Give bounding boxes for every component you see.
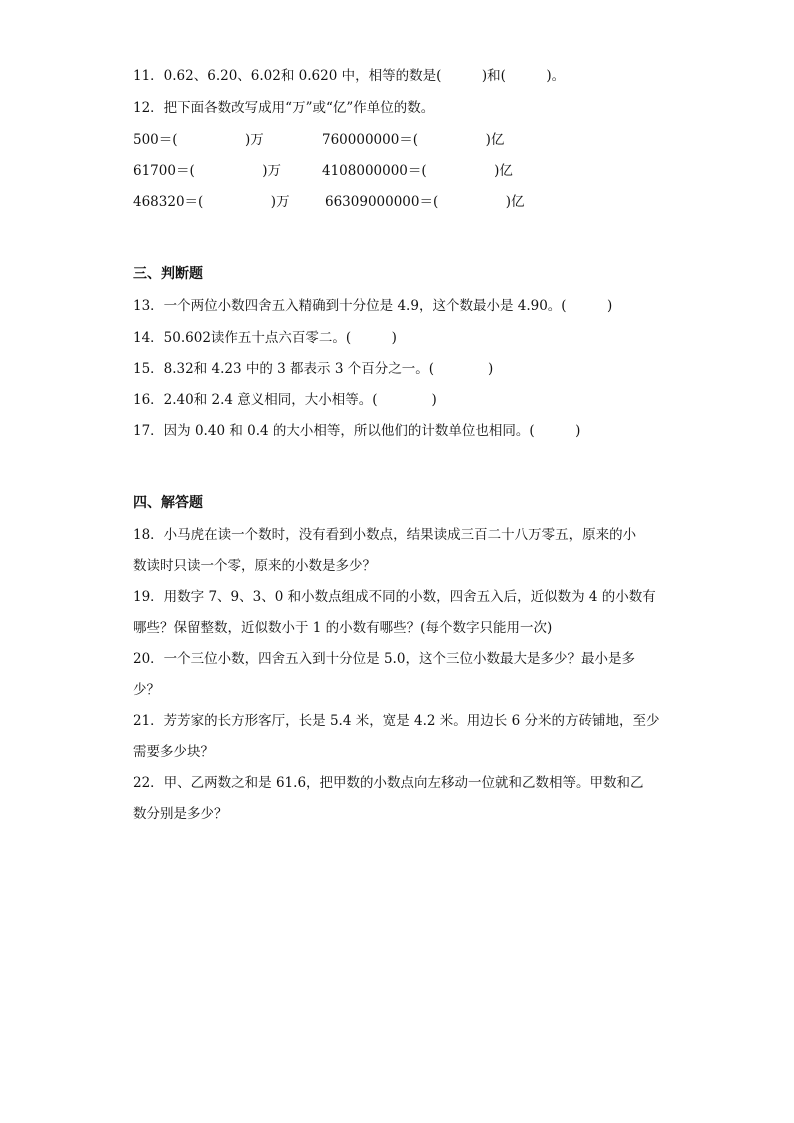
question-20-line-2: 少？	[133, 682, 160, 698]
conversion-right-1: 760000000＝( )亿	[322, 132, 505, 148]
section-3-title: 三、判断题	[133, 266, 203, 282]
question-19-line-2: 哪些？保留整数，近似数小于 1 的小数有哪些？(每个数字只能用一次)	[133, 620, 553, 636]
question-12: 12．把下面各数改写成用“万”或“亿”作单位的数。	[133, 100, 435, 116]
question-22-line-2: 数分别是多少？	[133, 806, 228, 822]
question-18-line-2: 数读时只读一个零，原来的小数是多少？	[133, 558, 376, 574]
question-20-line-1: 20．一个三位小数，四舍五入到十分位是 5.0，这个三位小数最大是多少？最小是多	[133, 651, 635, 667]
conversion-left-2: 61700＝( )万	[133, 163, 281, 179]
question-15: 15．8.32和 4.23 中的 3 都表示 3 个百分之一。( )	[133, 361, 494, 377]
question-22-line-1: 22．甲、乙两数之和是 61.6，把甲数的小数点向左移动一位就和乙数相等。甲数和乙	[133, 775, 644, 791]
conversion-left-1: 500＝( )万	[133, 132, 264, 148]
conversion-right-2: 4108000000＝( )亿	[322, 163, 513, 179]
question-19-line-1: 19．用数字 7、9、3、0 和小数点组成不同的小数，四舍五入后，近似数为 4 的小数有	[133, 589, 656, 605]
question-17: 17．因为 0.40 和 0.4 的大小相等，所以他们的计数单位也相同。( )	[133, 423, 581, 439]
section-4-title: 四、解答题	[133, 495, 203, 511]
conversion-right-3: 66309000000＝( )亿	[325, 194, 525, 210]
question-21-line-2: 需要多少块？	[133, 744, 214, 760]
question-16: 16．2.40和 2.4 意义相同，大小相等。( )	[133, 392, 437, 408]
question-13: 13．一个两位小数四舍五入精确到十分位是 4.9，这个数最小是 4.90。( )	[133, 298, 613, 314]
question-14: 14．50.602读作五十点六百零二。( )	[133, 330, 397, 346]
question-18-line-1: 18．小马虎在读一个数时，没有看到小数点，结果读成三百二十八万零五，原来的小	[133, 527, 637, 543]
question-11: 11．0.62、6.20、6.02和 0.620 中，相等的数是( )和( )。	[133, 68, 566, 84]
question-21-line-1: 21．芳芳家的长方形客厅，长是 5.4 米，宽是 4.2 米。用边长 6 分米的方砖铺地，至少	[133, 713, 660, 729]
conversion-left-3: 468320＝( )万	[133, 194, 290, 210]
